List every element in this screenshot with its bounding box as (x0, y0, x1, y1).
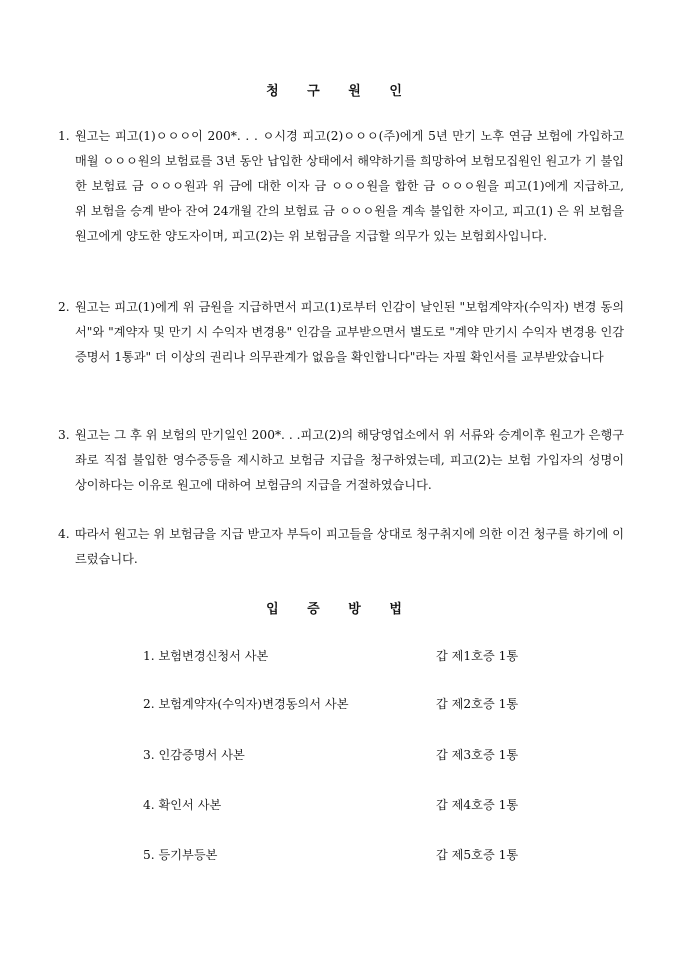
evidence-label: 1. 보험변경신청서 사본 (143, 649, 269, 663)
evidence-label: 5. 등기부등본 (143, 848, 218, 862)
paragraph-number: 1. (58, 129, 70, 143)
paragraph-text: 원고는 피고(1)에게 위 금원을 지급하면서 피고(1)로부터 인감이 날인된 "보험계약자(수익자) 변경 동의서"와 "계약자 및 만기 시 수익자 변경용" 인감을 교부받으면서 별도로 "계약 만기시 수익자 변경용 인감증명서 1통과" 더 이상의 권리나 의무관계가 없음을 확인합니다"라는 자필 확인서를 교부받았습니다 (75, 300, 624, 364)
evidence-item-3 (143, 745, 543, 765)
evidence-item-1 (143, 646, 543, 666)
evidence-item-2 (143, 694, 543, 714)
evidence-label: 4. 확인서 사본 (143, 798, 222, 812)
evidence-label: 3. 인감증명서 사본 (143, 748, 245, 762)
evidence-ref: 갑 제3호증 1통 (436, 748, 519, 762)
paragraph-number: 2. (58, 300, 70, 314)
evidence-label: 2. 보험계약자(수익자)변경동의서 사본 (143, 697, 349, 711)
paragraph-4 (58, 522, 624, 572)
paragraph-3 (58, 423, 624, 498)
evidence-item-4 (143, 795, 543, 815)
paragraph-text: 원고는 피고(1)ㅇㅇㅇ이 200*. . . ㅇ시경 피고(2)ㅇㅇㅇ(주)에게 5년 만기 노후 연금 보험에 가입하고 매월 ㅇㅇㅇ원의 보험료를 3년 동안 납입한 상태에서 해약하기를 희망하여 보험모집원인 원고가 기 불입한 보험료 금 ㅇㅇㅇ원과 위 금에 대한 이자 금 ㅇㅇㅇ원을 합한 금 ㅇㅇㅇ원을 피고(1)에게 지급하고, 위 보험을 승계 받아 잔여 24개월 간의 보험료 금 ㅇㅇㅇ원을 계속 불입한 자이고, 피고(1) 은 위 보험을 원고에게 양도한 양도자이며, 피고(2)는 위 보험금을 지급할 의무가 있는 보험회사입니다. (75, 129, 624, 243)
evidence-ref: 갑 제1호증 1통 (436, 649, 519, 663)
paragraph-1 (58, 124, 624, 249)
evidence-title: 입 증 방 법 (266, 602, 414, 617)
evidence-ref: 갑 제5호증 1통 (436, 848, 519, 862)
paragraph-text: 원고는 그 후 위 보험의 만기일인 200*. . .피고(2)의 해당영업소에서 위 서류와 승계이후 원고가 은행구좌로 직접 불입한 영수증등을 제시하고 보험금 지급을 청구하였는데, 피고(2)는 보험 가입자의 성명이 상이하다는 이유로 원고에 대하여 보험금의 지급을 거절하였습니다. (75, 428, 624, 492)
paragraph-number: 4. (58, 527, 70, 541)
evidence-item-5 (143, 845, 543, 865)
claim-cause-title: 청 구 원 인 (266, 84, 414, 99)
paragraph-2 (58, 295, 624, 370)
evidence-ref: 갑 제4호증 1통 (436, 798, 519, 812)
paragraph-number: 3. (58, 428, 70, 442)
paragraph-text: 따라서 원고는 위 보험금을 지급 받고자 부득이 피고들을 상대로 청구취지에 의한 이건 청구를 하기에 이르렀습니다. (75, 527, 624, 566)
evidence-ref: 갑 제2호증 1통 (436, 697, 519, 711)
